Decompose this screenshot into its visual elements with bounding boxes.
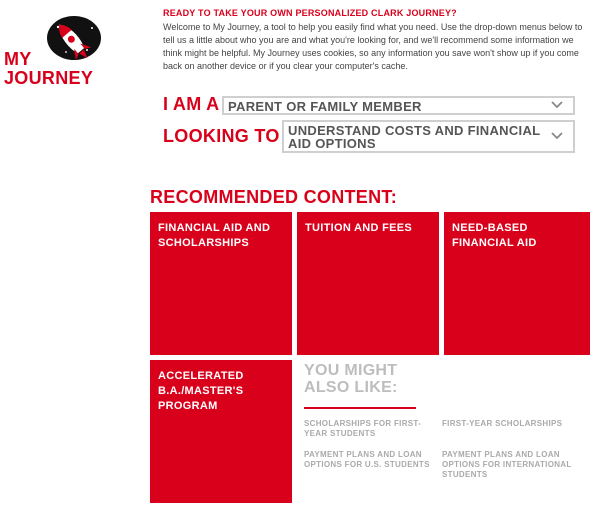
tile-tuition-fees[interactable]: TUITION AND FEES — [297, 212, 439, 355]
also-like-divider — [304, 407, 416, 409]
tile-accelerated-program[interactable]: ACCELERATED B.A./MASTER'S PROGRAM — [150, 360, 292, 503]
chevron-down-icon — [551, 101, 563, 109]
tile-financial-aid[interactable]: FINANCIAL AID AND SCHOLARSHIPS — [150, 212, 292, 355]
logo-line-1: MY — [4, 49, 32, 69]
iam-select-value: PARENT OR FAMILY MEMBER — [228, 99, 422, 114]
iam-label: I AM A — [163, 94, 220, 114]
iam-select[interactable] — [222, 96, 575, 115]
link-payment-plans-us[interactable]: PAYMENT PLANS AND LOAN OPTIONS FOR U.S. STUDENTS — [304, 450, 430, 469]
looking-select-value: UNDERSTAND COSTS AND FINANCIAL AID OPTIONS — [288, 123, 541, 151]
looking-label: LOOKING TO — [163, 126, 280, 146]
also-like-title: YOU MIGHT ALSO LIKE: — [304, 362, 398, 396]
tile-need-based-aid[interactable]: NEED-BASED FINANCIAL AID — [444, 212, 590, 355]
logo-line-2: JOURNEY — [4, 68, 94, 88]
chevron-down-icon — [551, 132, 563, 140]
link-payment-plans-international[interactable]: PAYMENT PLANS AND LOAN OPTIONS FOR INTERNATIONAL STUDENTS — [442, 450, 572, 479]
logo-text — [4, 50, 93, 88]
recommended-title: RECOMMENDED CONTENT: — [150, 187, 397, 207]
intro-title: READY TO TAKE YOUR OWN PERSONALIZED CLARK JOURNEY? — [163, 8, 457, 18]
looking-select[interactable] — [282, 120, 575, 153]
my-journey-logo[interactable] — [4, 14, 104, 94]
link-scholarships-first-year-students[interactable]: SCHOLARSHIPS FOR FIRST-YEAR STUDENTS — [304, 419, 422, 438]
intro-body: Welcome to My Journey, a tool to help you easily find what you need. Use the drop-down menus below to tell us a little about who you are and what you're looking for, and we'll recommend some information we think might be helpful. My Journey uses cookies, so any information you save won't show up if you come back on another device or if you clear your computer's cache. — [163, 22, 583, 71]
link-first-year-scholarships[interactable]: FIRST-YEAR SCHOLARSHIPS — [442, 419, 563, 428]
